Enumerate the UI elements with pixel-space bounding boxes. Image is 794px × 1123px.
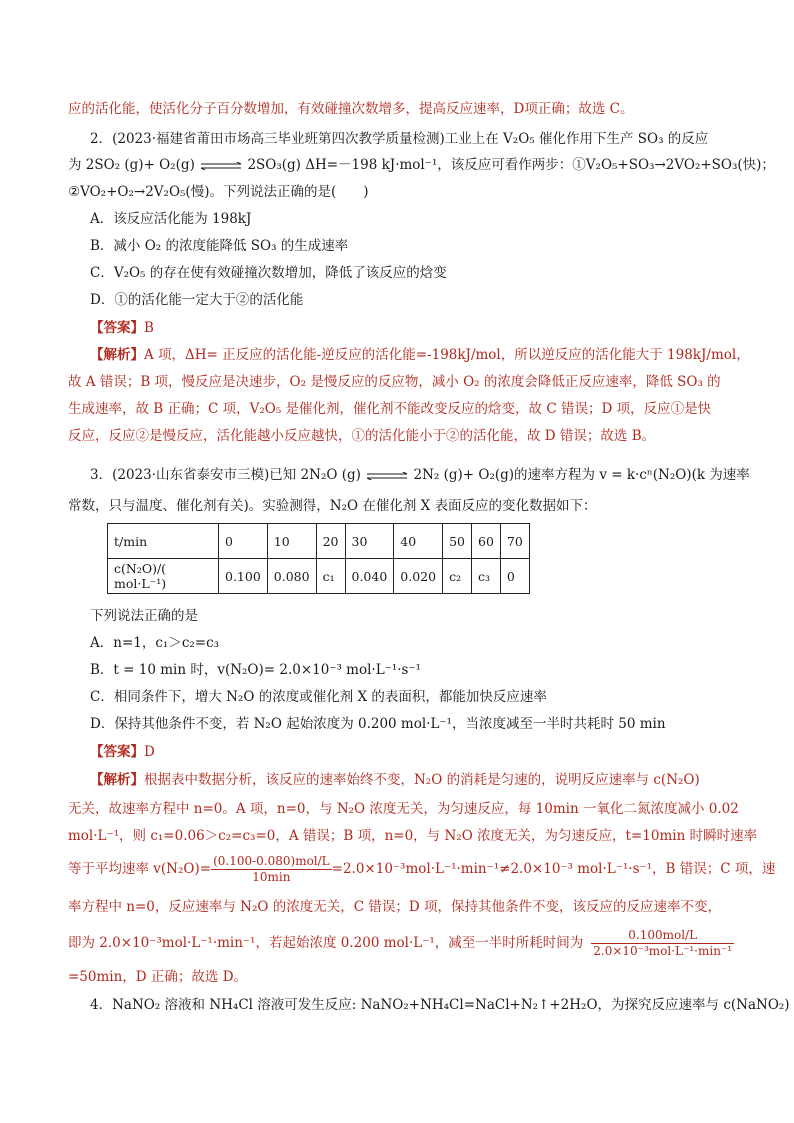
table-cell: c₃ (472, 559, 501, 594)
q3-analysis-line-4 (68, 852, 776, 886)
q3-analysis-line-3: mol·L⁻¹，则 c₁=0.06＞c₂=c₃=0，A 错误；B 项，n=0，与 N₂O 浓度无关，为匀速反应，t=10min 时瞬时速率 (68, 828, 758, 844)
answer-value: B (144, 320, 154, 336)
answer-tag: 【答案】 (90, 320, 144, 336)
table-cell: 0.020 (394, 559, 443, 594)
q3-option-a: A．n=1，c₁＞c₂=c₃ (90, 635, 220, 651)
analysis-text: 根据表中数据分析，该反应的速率始终不变，N₂O 的消耗是匀速的，说明反应速率与 c(N₂O) (144, 772, 700, 788)
table-cell: 0 (500, 559, 529, 594)
q2-reaction-right: 2SO₃(g) ΔH=－198 kJ·mol⁻¹，该反应可看作两步：①V₂O₅+SO₃→2VO₂+SO₃(快)； (247, 157, 775, 173)
q3-analysis-line-7: =50min，D 正确；故选 D。 (68, 969, 248, 985)
q2-analysis-line-1 (90, 345, 750, 365)
q2-analysis-line-4: 反应，反应②是慢反应，活化能越小反应越快，①的活化能小于②的活化能，故 D 错误；故选 B。 (68, 428, 656, 444)
table-cell: 30 (345, 524, 394, 559)
q2-option-b: B．减小 O₂ 的浓度能降低 SO₃ 的生成速率 (90, 238, 349, 254)
q3-reaction-right: 2N₂ (g)+ O₂(g)的速率方程为 v = k·cⁿ(N₂O)(k 为速率 (413, 467, 750, 483)
q3-option-c: C．相同条件下，增大 N₂O 的浓度或催化剂 X 的表面积，都能加快反应速率 (90, 689, 547, 705)
q2-stem-line-2 (68, 155, 775, 175)
table-cell: 40 (394, 524, 443, 559)
fraction-numerator: 0.100mol/L (591, 928, 734, 944)
table-cell: c₁ (316, 559, 345, 594)
table-cell: 20 (316, 524, 345, 559)
table-cell: 0.100 (219, 559, 268, 594)
q3-option-d: D．保持其他条件不变，若 N₂O 起始浓度为 0.200 mol·L⁻¹，当浓度减至一半时共耗时 50 min (90, 716, 666, 732)
q2-stem-line-1: 2．(2023·福建省莆田市场高三毕业班第四次教学质量检测)工业上在 V₂O₅ 催化作用下生产 SO₃ 的反应 (90, 131, 709, 147)
table-cell: c₂ (443, 559, 472, 594)
table-header-cell: c(N₂O)/( mol·L⁻¹) (108, 559, 219, 594)
q2-answer (90, 318, 734, 338)
fraction-denominator: 2.0×10⁻³mol·L⁻¹·min⁻¹ (593, 944, 733, 958)
analysis-text: 等于平均速率 v(N₂O)= (68, 861, 212, 877)
q3-answer (90, 742, 734, 762)
q2-option-c: C．V₂O₅ 的存在使有效碰撞次数增加，降低了该反应的焓变 (90, 265, 447, 281)
equilibrium-arrow-icon (365, 472, 409, 480)
q3-option-b: B．t = 10 min 时，v(N₂O)= 2.0×10⁻³ mol·L⁻¹·s⁻¹ (90, 662, 421, 678)
q3-stem-line-2: 常数，只与温度、催化剂有关)。实验测得，N₂O 在催化剂 X 表面反应的变化数据如下： (68, 498, 597, 514)
q2-reaction-left: 为 2SO₂ (g)+ O₂(g) (68, 157, 195, 173)
q2-option-d: D．①的活化能一定大于②的活化能 (90, 292, 304, 308)
table-cell: 50 (443, 524, 472, 559)
q4-stem-line-1: 4．NaNO₂ 溶液和 NH₄Cl 溶液可发生反应: NaNO₂+NH₄Cl=NaCl+N₂↑+2H₂O，为探究反应速率与 c(NaNO₂) (90, 997, 790, 1013)
q2-stem-line-3: ②VO₂+O₂→2V₂O₅(慢)。下列说法正确的是( ) (68, 184, 369, 200)
q3-stem-line-1 (90, 465, 750, 485)
q3-analysis-line-5: 率方程中 n=0，反应速率与 N₂O 的浓度无关，C 错误；D 项，保持其他条件不变，该反应的反应速率不变， (68, 899, 721, 915)
table-cell: 60 (472, 524, 501, 559)
continued-analysis-line: 应的活化能，使活化分子百分数增加，有效碰撞次数增多，提高反应速率，D项正确；故选 C。 (68, 101, 634, 117)
table-cell: 0.080 (267, 559, 316, 594)
table-cell: 0.040 (345, 559, 394, 594)
table-cell: 0 (219, 524, 268, 559)
analysis-tag: 【解析】 (90, 772, 144, 788)
q2-option-a: A．该反应活化能为 198kJ (90, 211, 252, 227)
data-table (107, 523, 530, 594)
fraction-numerator: (0.100-0.080)mol/L (213, 854, 330, 868)
q2-analysis-line-3: 生成速率，故 B 正确；C 项，V₂O₅ 是催化剂，催化剂不能改变反应的焓变，故 C 错误；D 项，反应①是快 (68, 401, 712, 417)
answer-value: D (144, 744, 155, 760)
fraction (211, 854, 332, 885)
q3-analysis-line-2: 无关，故速率方程中 n=0。A 项，n=0，与 N₂O 浓度无关，为匀速反应，每 10min 一氧化二氮浓度减小 0.02 (68, 801, 739, 817)
q3-analysis-line-1 (90, 770, 734, 790)
fraction-denominator: 10min (252, 870, 291, 884)
answer-tag: 【答案】 (90, 744, 144, 760)
table-row (108, 559, 530, 594)
equilibrium-arrow-icon (199, 162, 243, 170)
q3-analysis-line-6 (68, 926, 734, 960)
table-cell: 10 (267, 524, 316, 559)
q2-analysis-line-2: 故 A 错误；B 项，慢反应是决速步，O₂ 是慢反应的反应物，减小 O₂ 的浓度会降低正反应速率，降低 SO₃ 的 (68, 374, 721, 390)
q3-question-stem: 下列说法正确的是 (90, 608, 198, 624)
fraction (591, 928, 734, 959)
table-header-cell: t/min (108, 524, 219, 559)
table-cell: 70 (500, 524, 529, 559)
analysis-text: =2.0×10⁻³mol·L⁻¹·min⁻¹≠2.0×10⁻³ mol·L⁻¹·s⁻¹，B 错误；C 项，速 (331, 861, 776, 877)
analysis-tag: 【解析】 (90, 347, 144, 363)
q3-reaction-left: 3．(2023·山东省泰安市三模)已知 2N₂O (g) (90, 467, 361, 483)
table-row (108, 524, 530, 559)
analysis-text: A 项，ΔH= 正反应的活化能-逆反应的活化能=-198kJ/mol，所以逆反应的活化能大于 198kJ/mol， (144, 347, 750, 363)
analysis-text: 即为 2.0×10⁻³mol·L⁻¹·min⁻¹，若起始浓度 0.200 mol·L⁻¹，减至一半时所耗时间为 (68, 935, 584, 951)
